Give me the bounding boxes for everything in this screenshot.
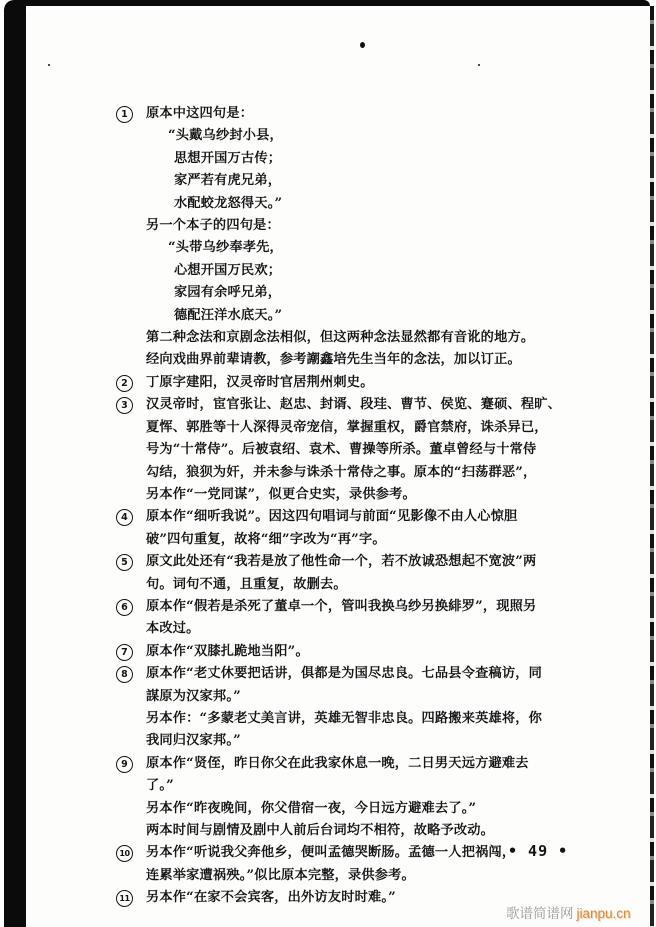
note-text: 謀原为汉家邦。”	[146, 688, 241, 704]
note-text: 原文此处还有“我若是放了他性命一个，若不放诚恐想起不宽波”两	[146, 554, 537, 570]
verse-line: “头戴乌纱封小县，	[168, 128, 283, 144]
note-6	[116, 596, 584, 641]
page-number: • 49 •	[508, 842, 569, 860]
note-2	[116, 372, 584, 394]
note-number-circle: 9	[116, 756, 133, 773]
note-text: 另本作“一党同谋”，似更合史实，录供参考。	[146, 486, 416, 502]
note-text: 原本作“老丈休要把话讲，俱都是为国尽忠良。七品县令查稿访，同	[146, 666, 543, 682]
note-number-circle: 11	[116, 890, 133, 907]
note-text: 原本作“双膝扎跪地当阳”。	[146, 643, 309, 659]
note-text: 另本作“听说我父奔他乡，便叫孟德哭断肠。孟德一人把祸闯，	[146, 845, 516, 861]
note-text: 连累举家遭祸殃。”似比原本完整，录供参考。	[146, 867, 415, 883]
note-text: 原本中这四句是：	[146, 106, 254, 121]
note-9	[116, 753, 584, 843]
watermark-cn: 歌谱简谱网	[506, 906, 574, 922]
verse-line: 家园有余呼兄弟，	[174, 285, 282, 301]
verse-line: 思想开国万古传；	[174, 150, 282, 166]
note-number-circle: 2	[116, 375, 133, 392]
ink-speck	[360, 42, 365, 48]
note-3	[116, 394, 584, 506]
endnotes	[116, 103, 584, 910]
note-7	[116, 641, 584, 663]
note-8	[116, 663, 584, 753]
scan-border-right	[650, 6, 654, 927]
note-text: 第二种念法和京剧念法相似，但这两种念法显然都有音讹的地方。	[146, 330, 535, 346]
note-5	[116, 551, 584, 596]
note-number-circle: 6	[116, 599, 133, 616]
verse-line: 德配汪洋水底天。”	[174, 307, 283, 323]
watermark	[506, 902, 631, 922]
note-text: 原本作“细听我说”。因这四句唱词与前面“见影像不由人心惊胆	[146, 509, 518, 525]
note-number-circle: 5	[116, 554, 133, 571]
verse-line: 家严若有虎兄弟，	[174, 173, 282, 189]
note-text: 了。”	[146, 778, 174, 794]
note-text: 破”四句重复，故将“细”字改为“再”字。	[146, 531, 386, 547]
note-text: 原本作“假若是杀死了董卓一个，管叫我换乌纱另换緋罗”，现照另	[146, 598, 537, 614]
ink-speck	[48, 64, 50, 66]
scan-border-left	[4, 0, 26, 927]
note-text: 号为“十常侍”。后被袁绍、袁术、曹操等所杀。董卓曾经与十常侍	[146, 442, 537, 458]
note-text: 原本作“贤侄，昨日你父在此我家休息一晚，二日男天远方避难去	[146, 755, 529, 771]
note-text: 两本时间与剧情及剧中人前后台词均不相符，故略予改动。	[146, 823, 495, 838]
note-number-circle: 10	[116, 845, 133, 862]
note-text: 我同归汉家邦。”	[146, 733, 241, 749]
verse-line: “头带乌纱奉孝先，	[168, 240, 283, 256]
note-text: 另本作“在家不会宾客，出外访友时时难。”	[146, 890, 396, 906]
note-text: 汉灵帝时，宦官张让、赵忠、封谞、段珪、曹节、侯览、蹇硕、程旷、	[146, 397, 562, 413]
verse-line: 水配蛟龙怒得天。”	[174, 195, 283, 211]
note-text: 本改过。	[146, 621, 200, 637]
note-text: 丁原字建阳，汉灵帝时官居荆州刺史。	[146, 374, 374, 390]
note-text: 勾结，狼狈为奸，并未参与诛杀十常侍之事。原本的“扫荡群恶”，	[146, 464, 537, 480]
note-text: 另本作：“多蒙老丈美言讲，英雄无智非忠良。四路搬来英雄将，你	[146, 710, 543, 726]
note-4	[116, 506, 584, 551]
verse-line: 心想开国万民欢；	[174, 262, 282, 278]
watermark-en: jianpu.cn	[576, 906, 631, 921]
note-text: 另本作“昨夜晚间，你父借宿一夜，今日远方避难去了。”	[146, 800, 477, 816]
note-number-circle: 8	[116, 666, 133, 683]
note-number-circle: 1	[116, 106, 133, 123]
note-text: 另一个本子的四句是：	[146, 218, 280, 234]
note-1	[116, 103, 584, 372]
note-text: 句。词句不通，且重复，故删去。	[146, 576, 347, 592]
note-text: 夏恽、郭胜等十人深得灵帝宠信，掌握重权，爵官禁府，诛杀异已，	[146, 419, 548, 435]
note-number-circle: 4	[116, 509, 133, 526]
note-number-circle: 3	[116, 397, 133, 414]
note-text: 经向戏曲界前辈请教，参考謿鑫培先生当年的念法，加以订正。	[146, 352, 521, 368]
ink-speck	[478, 64, 480, 66]
note-number-circle: 7	[116, 644, 133, 661]
